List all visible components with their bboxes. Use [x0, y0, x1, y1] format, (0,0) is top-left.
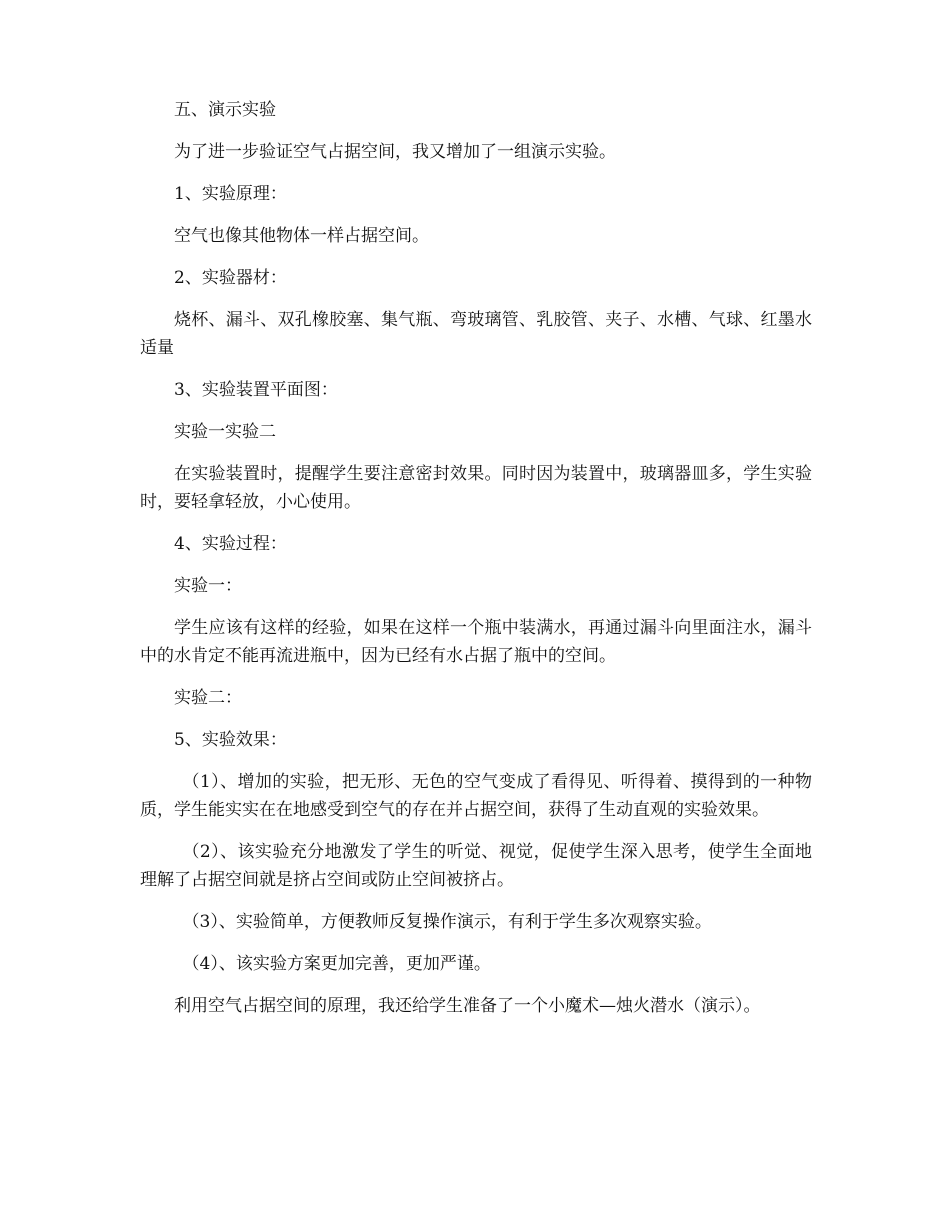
- paragraph: 学生应该有这样的经验，如果在这样一个瓶中装满水，再通过漏斗向里面注水，漏斗中的水肯定不能再流进瓶中，因为已经有水占据了瓶中的空间。: [140, 618, 812, 666]
- paragraph: 为了进一步验证空气占据空间，我又增加了一组演示实验。: [174, 142, 616, 162]
- paragraph: 烧杯、漏斗、双孔橡胶塞、集气瓶、弯玻璃管、乳胶管、夹子、水槽、气球、红墨水适量: [140, 310, 812, 358]
- paragraph: 利用空气占据空间的原理，我还给学生准备了一个小魔术—烛火潜水（演示）。: [174, 996, 761, 1016]
- subsection-heading: 5、实验效果：: [174, 730, 287, 750]
- subsection-heading: 1、实验原理：: [174, 184, 287, 204]
- paragraph: 空气也像其他物体一样占据空间。: [174, 226, 429, 246]
- diagram-caption: 实验一实验二: [174, 422, 276, 442]
- document-body: [140, 96, 812, 1034]
- paragraph: 在实验装置时，提醒学生要注意密封效果。同时因为装置中，玻璃器皿多，学生实验时，要轻拿轻放，小心使用。: [140, 464, 812, 512]
- list-item: （3）、实验简单，方便教师反复操作演示，有利于学生多次观察实验。: [182, 912, 712, 932]
- list-item: （2）、该实验充分地激发了学生的听觉、视觉，促使学生深入思考，使学生全面地理解了占据空间就是挤占空间或防止空间被挤占。: [140, 842, 812, 890]
- subsection-heading: 4、实验过程：: [174, 534, 287, 554]
- subsection-heading: 3、实验装置平面图：: [174, 380, 338, 400]
- section-heading: 五、演示实验: [174, 100, 276, 120]
- list-item: （4）、该实验方案更加完善，更加严谨。: [182, 954, 491, 974]
- experiment-label: 实验一：: [174, 576, 242, 596]
- experiment-label: 实验二：: [174, 688, 242, 708]
- list-item: （1）、增加的实验，把无形、无色的空气变成了看得见、听得着、摸得到的一种物质，学生能实实在在地感受到空气的存在并占据空间，获得了生动直观的实验效果。: [140, 772, 812, 820]
- subsection-heading: 2、实验器材：: [174, 268, 287, 288]
